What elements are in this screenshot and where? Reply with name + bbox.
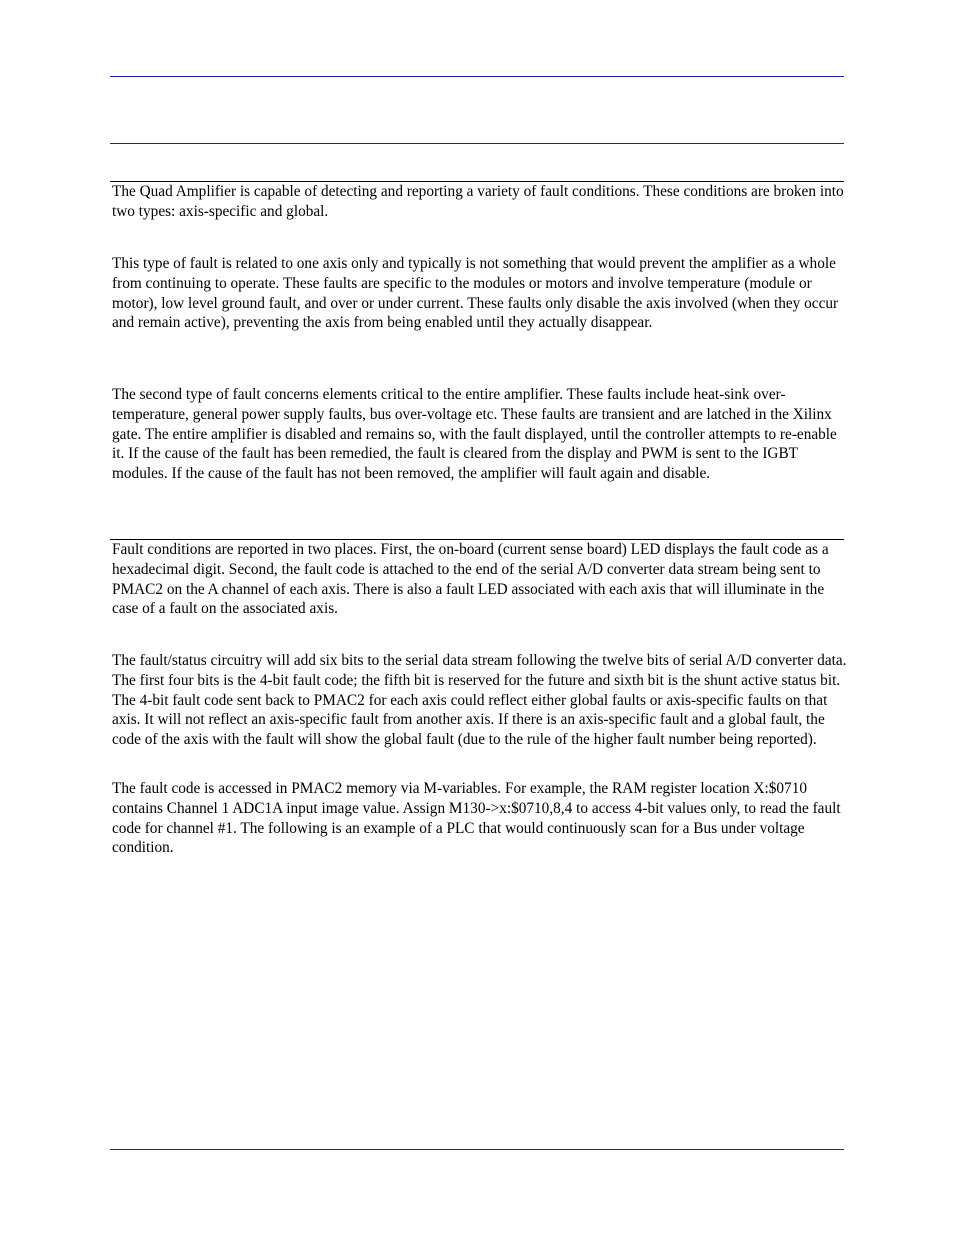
paragraph-fault-status-bits: The fault/status circuitry will add six bits to the serial data stream following the twelve bits of serial A/D converter data. The first four bits is the 4-bit fault code; the fifth bit is reserved for the future and sixth bit is the shunt active status bit. The 4-bit fault code sent back to PMAC2 for each axis could reflect either global faults or axis-specific faults on that axis. It will not reflect an axis-specific fault from another axis. If there is an axis-specific fault and a global fault, the code of the axis with the fault will show the global fault (due to the rule of the higher fault number being reported). [112,652,847,749]
footer-rule [110,1149,844,1150]
paragraph-axis-specific-faults: This type of fault is related to one axis only and typically is not something that would prevent the amplifier as a whole from continuing to operate. These faults are specific to the modules or motors and involve temperature (module or motor), low level ground fault, and over or under current. These faults only disable the axis involved (when they occur and remain active), preventing the axis from being enabled until they actually disappear. [112,255,839,332]
paragraph-fault-types-intro: The Quad Amplifier is capable of detecting and reporting a variety of fault conditions. These conditions are broken into two types: axis-specific and global. [112,183,844,220]
paragraph-fault-reporting: Fault conditions are reported in two places. First, the on-board (current sense board) LED displays the fault code as a hexadecimal digit. Second, the fault code is attached to the end of the serial A/D converter data stream being sent to PMAC2 on the A channel of each axis. There is also a fault LED associated with each axis that will illuminate in the case of a fault on the associated axis. [112,541,829,618]
section-title-rule [110,143,844,144]
paragraph-fault-code-access: The fault code is accessed in PMAC2 memory via M-variables. For example, the RAM register location X:$0710 contains Channel 1 ADC1A input image value. Assign M130->x:$0710,8,4 to access 4-bit values only, to read the fault code for channel #1. The following is an example of a PLC that would continuously scan for a Bus under voltage condition. [112,780,841,857]
paragraph-global-faults: The second type of fault concerns elements critical to the entire amplifier. These faults include heat-sink over-temperature, general power supply faults, bus over-voltage etc. These faults are transient and are latched in the Xilinx gate. The entire amplifier is disabled and remains so, with the fault displayed, until the controller attempts to re-enable it. If the cause of the fault has been remedied, the fault is cleared from the display and PWM is sent to the IGBT modules. If the cause of the fault has not been removed, the amplifier will fault again and disable. [112,386,837,483]
header-rule [110,76,844,77]
